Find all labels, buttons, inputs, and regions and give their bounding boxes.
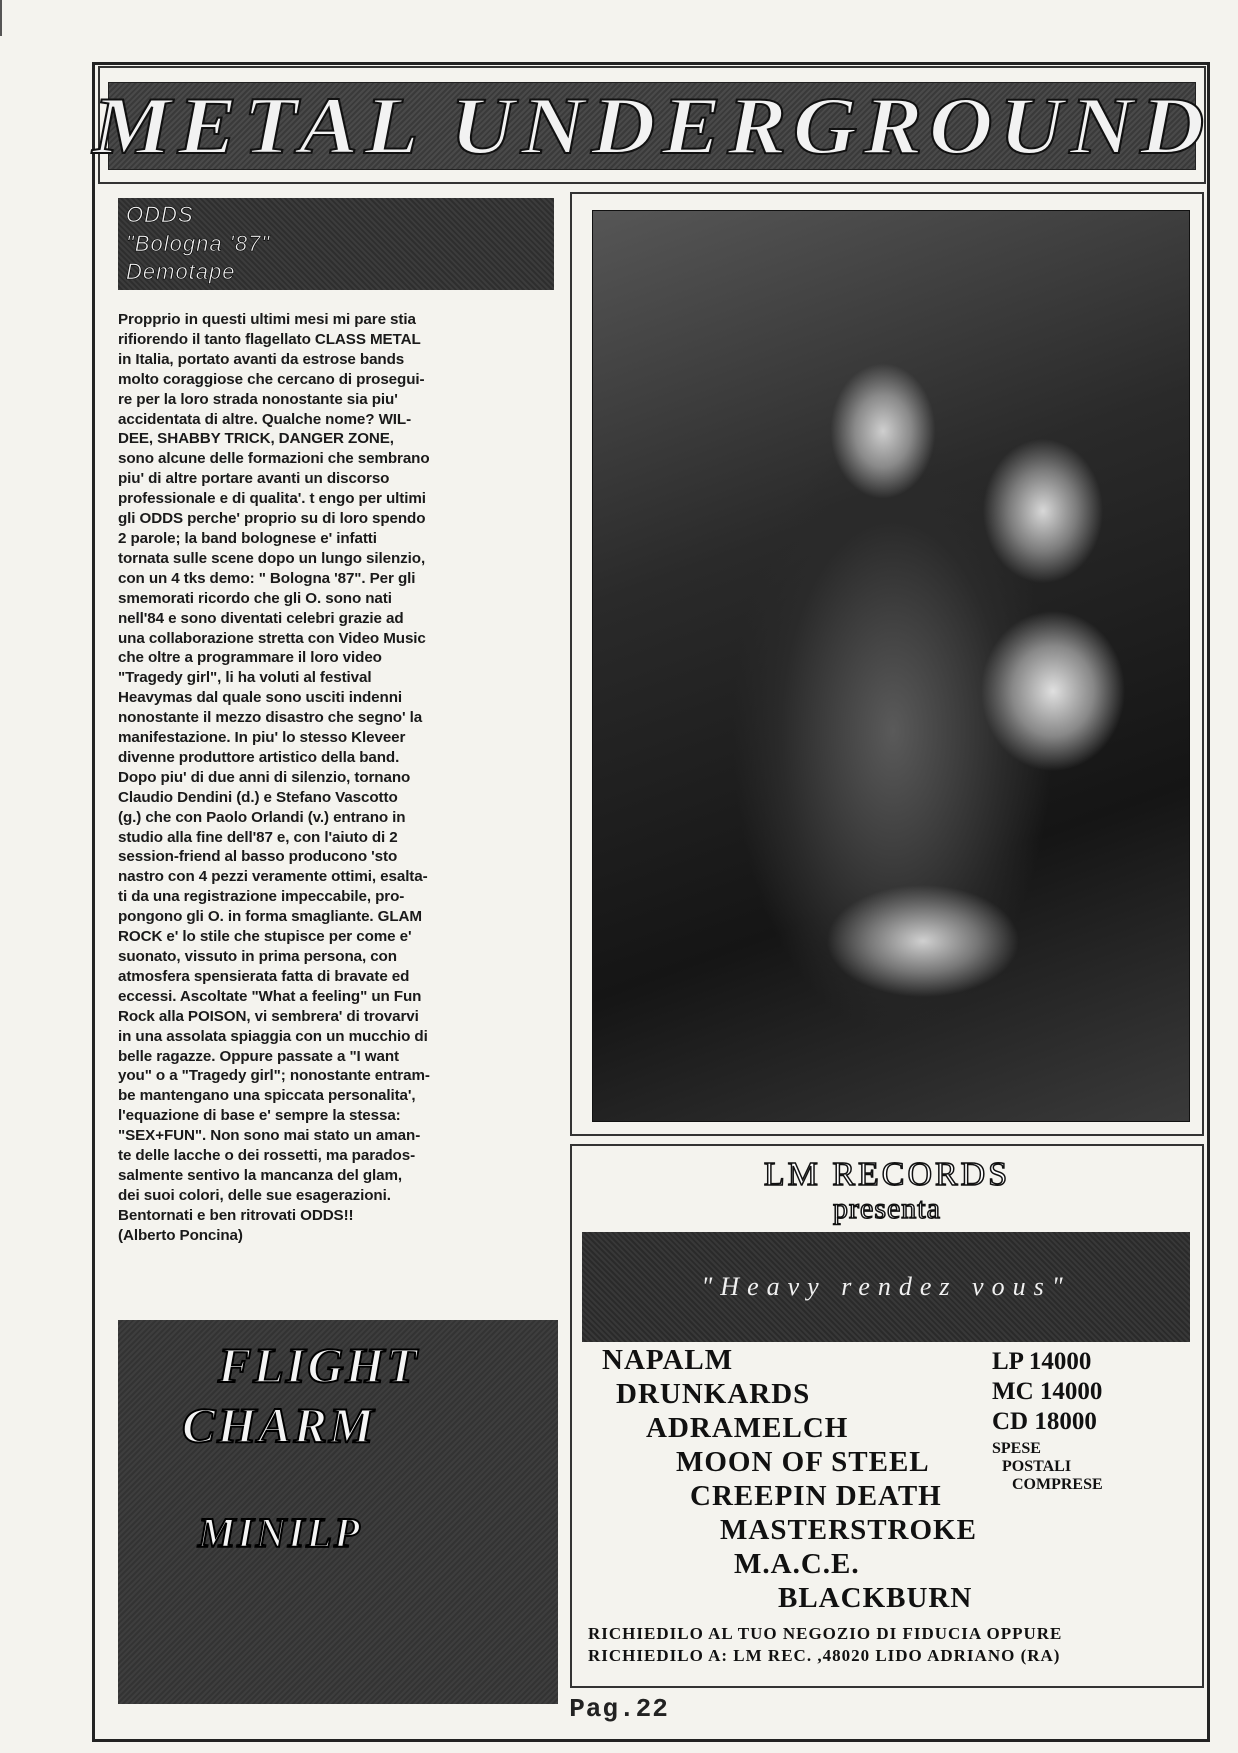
band-list-item: DRUNKARDS: [616, 1378, 811, 1410]
lm-album-title: "Heavy rendez vous": [701, 1272, 1071, 1301]
lm-records-label: LM RECORDS: [763, 1156, 1011, 1193]
band-list-item: M.A.C.E.: [734, 1548, 860, 1580]
page-number: Pag.22: [569, 1694, 669, 1724]
lm-album-band: [582, 1232, 1190, 1342]
review-line: ROCK e' lo stile che stupisce per come e': [118, 928, 412, 946]
review-line: divenne produttore artistico della band.: [118, 748, 400, 766]
review-line: nastro con 4 pezzi veramente ottimi, esalta-: [118, 868, 428, 886]
review-line: smemorati ricordo che gli O. sono nati: [118, 589, 392, 607]
masthead-band: [92, 80, 1212, 171]
price-mc: MC 14000: [992, 1378, 1103, 1405]
review-line: eccessi. Ascoltate "What a feeling" un Fun: [118, 987, 422, 1005]
review-line: con un 4 tks demo: " Bologna '87". Per gli: [118, 569, 416, 587]
review-line: (g.) che con Paolo Orlandi (v.) entrano in: [118, 808, 406, 826]
review-line: rifiorendo il tanto flagellato CLASS METAL: [118, 330, 421, 348]
review-line: "Tragedy girl", li ha voluti al festival: [118, 669, 372, 687]
band-list-item: CREEPIN DEATH: [690, 1480, 942, 1512]
review-line: Propprio in questi ultimi mesi mi pare stia: [118, 311, 416, 328]
lm-records-ad: [570, 1144, 1204, 1688]
review-release-title: "Bologna '87": [126, 231, 271, 256]
review-line: atmosfera spensierata fatta di bravate ed: [118, 967, 410, 985]
masthead: [92, 66, 1212, 184]
review-line: dei suoi colori, delle sue esagerazioni.: [118, 1186, 391, 1204]
flight-ad-line2: CHARM: [182, 1397, 376, 1453]
review-line: you" o a "Tragedy girl"; nonostante entram-: [118, 1067, 430, 1085]
review-line: l'equazione di base e' sempre la stessa:: [118, 1107, 401, 1125]
review-line: salmente sentivo la mancanza del glam,: [118, 1166, 403, 1184]
review-line: belle ragazze. Oppure passate a "I want: [118, 1047, 399, 1065]
price-cd: CD 18000: [992, 1408, 1097, 1435]
review-line: ti da una registrazione impeccabile, pro-: [118, 888, 405, 906]
review-line: tornata sulle scene dopo un lungo silenzio,: [118, 549, 426, 567]
review-line: Rock alla POISON, vi sembrera' di trovarvi: [118, 1007, 419, 1025]
review-line: Heavymas dal quale sono usciti indenni: [118, 689, 402, 707]
band-list-item: BLACKBURN: [778, 1582, 973, 1614]
review-line: una collaborazione stretta con Video Music: [118, 629, 426, 647]
review-line: 2 parole; la band bolognese e' infatti: [118, 529, 377, 547]
review-line: DEE, SHABBY TRICK, DANGER ZONE,: [118, 430, 394, 448]
order-line2: RICHIEDILO A: LM REC. ,48020 LIDO ADRIANO (RA): [588, 1646, 1061, 1665]
band-list-item: NAPALM: [602, 1344, 734, 1376]
review-body: [118, 310, 554, 1246]
band-list-item: MOON OF STEEL: [676, 1446, 930, 1478]
band-photo-frame: [570, 192, 1204, 1136]
spese-line: POSTALI: [1002, 1458, 1072, 1475]
review-line: nonostante il mezzo disastro che segno' la: [118, 709, 423, 727]
flight-ad-line1: FLIGHT: [218, 1337, 419, 1393]
review-line: "SEX+FUN". Non sono mai stato un aman-: [118, 1127, 421, 1145]
review-line: Dopo piu' di due anni di silenzio, tornano: [118, 768, 411, 786]
review-line: suonato, vissuto in prima persona, con: [118, 948, 397, 965]
review-line: accidentata di altre. Qualche nome? WIL-: [118, 410, 412, 428]
spese-line: COMPRESE: [1012, 1476, 1103, 1493]
review-line: Bentornati e ben ritrovati ODDS!!: [118, 1206, 354, 1224]
review-line: studio alla fine dell'87 e, con l'aiuto di 2: [118, 828, 398, 846]
review-line: te delle lacche o dei rossetti, ma parados-: [118, 1147, 416, 1165]
review-line: piu' di altre portare avanti un discorso: [118, 470, 390, 488]
review-band-name: ODDS: [126, 202, 194, 227]
review-format: Demotape: [126, 259, 236, 284]
flight-charm-ad: [118, 1320, 558, 1704]
band-list-item: ADRAMELCH: [646, 1412, 849, 1444]
review-line: be mantengano una spiccata personalita',: [118, 1087, 416, 1105]
review-header: [118, 198, 554, 290]
review-line: nell'84 e sono diventati celebri grazie ad: [118, 609, 404, 627]
review-line: manifestazione. In piu' lo stesso Kleveer: [118, 729, 406, 747]
lm-presenta: presenta: [833, 1192, 941, 1225]
review-line: che oltre a programmare il loro video: [118, 649, 382, 667]
review-line: Claudio Dendini (d.) e Stefano Vascotto: [118, 788, 398, 806]
review-line: molto coraggiose che cercano di prosegui-: [118, 370, 425, 388]
flight-ad-line3: MINILP: [198, 1511, 362, 1557]
review-line: in Italia, portato avanti da estrose bands: [118, 350, 405, 368]
price-lp: LP 14000: [992, 1348, 1092, 1375]
review-line: gli ODDS perche' proprio su di loro spendo: [118, 510, 426, 528]
spese-line: SPESE: [992, 1440, 1041, 1457]
band-photo: [592, 210, 1190, 1122]
order-line1: RICHIEDILO AL TUO NEGOZIO DI FIDUCIA OPPURE: [588, 1624, 1063, 1643]
review-line: pongono gli O. in forma smagliante. GLAM: [118, 908, 422, 926]
review-line: in una assolata spiaggia con un mucchio di: [118, 1027, 428, 1045]
scan-corner-mark: [0, 0, 8, 36]
review-line: (Alberto Poncina): [118, 1226, 243, 1244]
masthead-title: METAL UNDERGROUND: [92, 80, 1212, 171]
review-line: professionale e di qualita'. t engo per ultimi: [118, 490, 426, 508]
review-line: re per la loro strada nonostante sia piu': [118, 390, 398, 408]
band-list-item: MASTERSTROKE: [720, 1514, 977, 1546]
review-line: sono alcune delle formazioni che sembrano: [118, 450, 430, 468]
review-line: session-friend al basso producono 'sto: [118, 848, 398, 866]
